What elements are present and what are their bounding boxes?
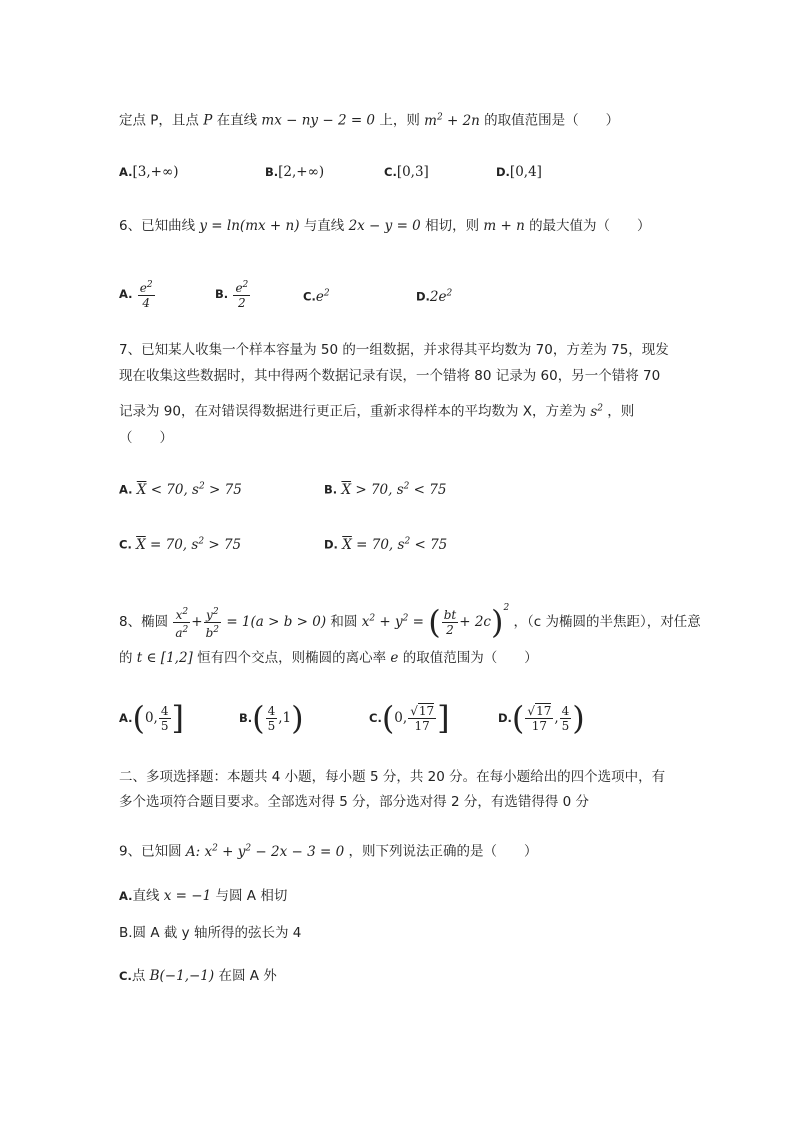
q5-option-c[interactable]: C.[0,3] (384, 164, 429, 180)
section2-heading-line2: 多个选项符合题目要求。全部选对得 5 分，部分选对得 2 分，有选错得得 0 分 (119, 794, 590, 810)
q8-option-b[interactable]: B.( $\frac{4}{5}$ ,1) (239, 699, 304, 737)
q5-option-d[interactable]: D.[0,4] (496, 164, 542, 180)
q9-option-a[interactable]: A.直线 x = −1 与圆 A 相切 (119, 888, 288, 904)
q5-stem: 定点 P，且点 P 在直线 mx − ny − 2 = 0 上，则 $m^2 + 2n$ 的取值范围是（ ） (119, 112, 620, 129)
q6-option-a[interactable]: A. $\frac{e^2}{4}$ (119, 280, 153, 310)
q8-option-a[interactable]: A.(0, $\frac{4}{5}$ ] (119, 699, 184, 737)
q7-stem-line4: （ ） (119, 430, 173, 446)
expression: $m^2 + 2n$ (424, 112, 480, 129)
q6-option-d[interactable]: $D.2e^2$ (416, 288, 453, 305)
q7-option-d[interactable]: D. $\overline{X} = 70$, $s^2 < 75$ (324, 536, 448, 553)
q8-option-d[interactable]: D.( $\frac{√17}{17}$ , $\frac{4}{5}$ ) (498, 699, 585, 737)
q6-stem: 6、已知曲线 y = ln(mx + n) 与直线 2x − y = 0 相切，则 m + n 的最大值为（ ） (119, 218, 651, 234)
q7-option-b[interactable]: B. $\overline{X} > 70$, $s^2 < 75$ (324, 481, 447, 498)
q9-stem: 9、已知圆 A: $x^2 + y^2 - 2x - 3 = 0$ ，则下列说法正确的是（ ） (119, 843, 538, 860)
line-equation: mx − ny − 2 = 0 (261, 112, 376, 129)
q6-option-b[interactable]: B. $\frac{e^2}{2}$ (215, 280, 249, 310)
q9-option-c[interactable]: C.点 B(−1,−1) 在圆 A 外 (119, 968, 277, 984)
q7-stem-line2: 现在收集这些数据时，其中得两个数据记录有误，一个错将 80 记录为 60，另一个错将 70 (119, 368, 661, 384)
q7-stem-line1: 7、已知某人收集一个样本容量为 50 的一组数据，并求得其平均数为 70，方差为 75，现发 (119, 342, 669, 358)
section2-heading-line1: 二、多项选择题：本题共 4 小题，每小题 5 分，共 20 分。在每小题给出的四个选项中，有 (119, 769, 666, 785)
point-p: P (203, 112, 213, 129)
q7-stem-line3: 记录为 90，在对错误得数据进行更正后，重新求得样本的平均数为 X，方差为 $s^2$ ，则 (119, 403, 635, 420)
q8-stem-line1: 8、椭圆 $\frac{x^2}{a^2}$ + $\frac{y^2}{b^2}$ = 1(a > b > 0) 和圆 $x^2 + y^2$ = ( $\frac{bt}{2}$ + 2c)$^2$ ，（c 为椭圆的半焦距），对任意 (119, 603, 701, 641)
q8-stem-line2: 的 t ∈ [1,2] 恒有四个交点，则椭圆的离心率 e 的取值范围为（ ） (119, 650, 538, 666)
q5-option-b[interactable]: B.[2,+∞) (265, 164, 325, 180)
q5-option-a[interactable]: A.[3,+∞) (119, 164, 179, 180)
q7-option-a[interactable]: A. $\overline{X} < 70$, $s^2 > 75$ (119, 481, 242, 498)
q6-option-c[interactable]: $C.e^2$ (303, 288, 330, 305)
q9-option-b[interactable]: B.圆 A 截 y 轴所得的弦长为 4 (119, 925, 302, 941)
q8-option-c[interactable]: C.(0, $\frac{√17}{17}$ ] (369, 699, 450, 737)
q7-option-c[interactable]: C. $\overline{X} = 70$, $s^2 > 75$ (119, 536, 242, 553)
